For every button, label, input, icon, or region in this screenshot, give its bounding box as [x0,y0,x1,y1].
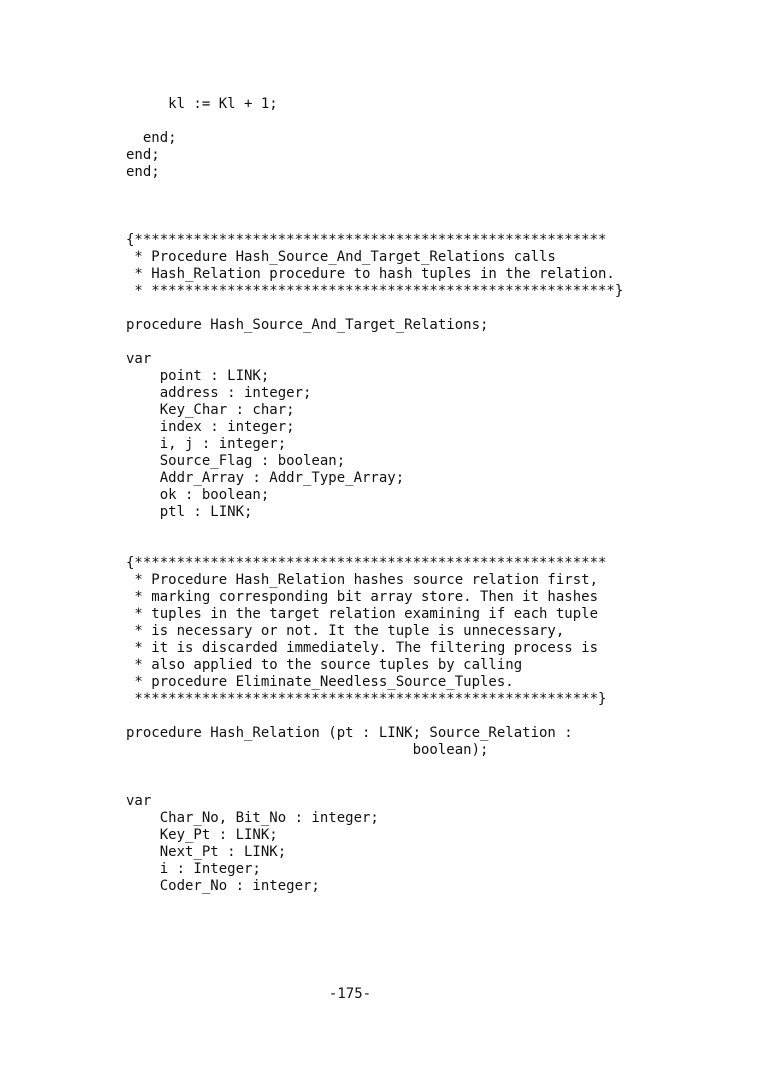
code-line [126,759,623,776]
code-line: {******************************************************** [126,555,607,571]
code-line [126,113,623,130]
code-line: end; [126,147,160,163]
code-line: end; [126,130,177,146]
code-line: i : Integer; [126,861,261,877]
code-line: * marking corresponding bit array store. Then it hashes [126,589,599,605]
code-line: procedure Hash_Source_And_Target_Relations; [126,317,489,333]
code-line: {******************************************************** [126,232,607,248]
code-line: ok : boolean; [126,487,270,503]
code-line: * Hash_Relation procedure to hash tuples in the relation. [126,266,615,282]
code-line [126,300,623,317]
code-line: Next_Pt : LINK; [126,844,287,860]
code-line: Addr_Array : Addr_Type_Array; [126,470,405,486]
code-line: var [126,793,152,809]
code-line: * Procedure Hash_Relation hashes source relation first, [126,572,599,588]
code-line: var [126,351,152,367]
page-number: -175- [328,986,372,1002]
code-line: * it is discarded immediately. The filtering process is [126,640,599,656]
code-line: index : integer; [126,419,295,435]
code-line [126,708,623,725]
code-line [126,776,623,793]
code-line: *******************************************************} [126,691,607,707]
code-line: end; [126,164,160,180]
code-line: Key_Char : char; [126,402,295,418]
code-line: * *******************************************************} [126,283,624,299]
code-line: * also applied to the source tuples by calling [126,657,523,673]
code-line: Key_Pt : LINK; [126,827,278,843]
code-line: * is necessary or not. It the tuple is unnecessary, [126,623,565,639]
code-listing [126,96,623,895]
code-line: procedure Hash_Relation (pt : LINK; Source_Relation : [126,725,573,741]
code-line: Char_No, Bit_No : integer; [126,810,379,826]
code-line: kl := Kl + 1; [126,96,278,112]
code-line [126,334,623,351]
code-line: * tuples in the target relation examining if each tuple [126,606,599,622]
code-line [126,521,623,538]
code-line [126,198,623,215]
code-line: boolean); [126,742,489,758]
code-line: Coder_No : integer; [126,878,320,894]
code-line: * Procedure Hash_Source_And_Target_Relations calls [126,249,556,265]
code-line: point : LINK; [126,368,270,384]
code-line: address : integer; [126,385,312,401]
code-line: ptl : LINK; [126,504,253,520]
code-line [126,215,623,232]
code-line: i, j : integer; [126,436,287,452]
code-line: * procedure Eliminate_Needless_Source_Tuples. [126,674,514,690]
code-line: Source_Flag : boolean; [126,453,346,469]
code-line [126,181,623,198]
code-line [126,538,623,555]
